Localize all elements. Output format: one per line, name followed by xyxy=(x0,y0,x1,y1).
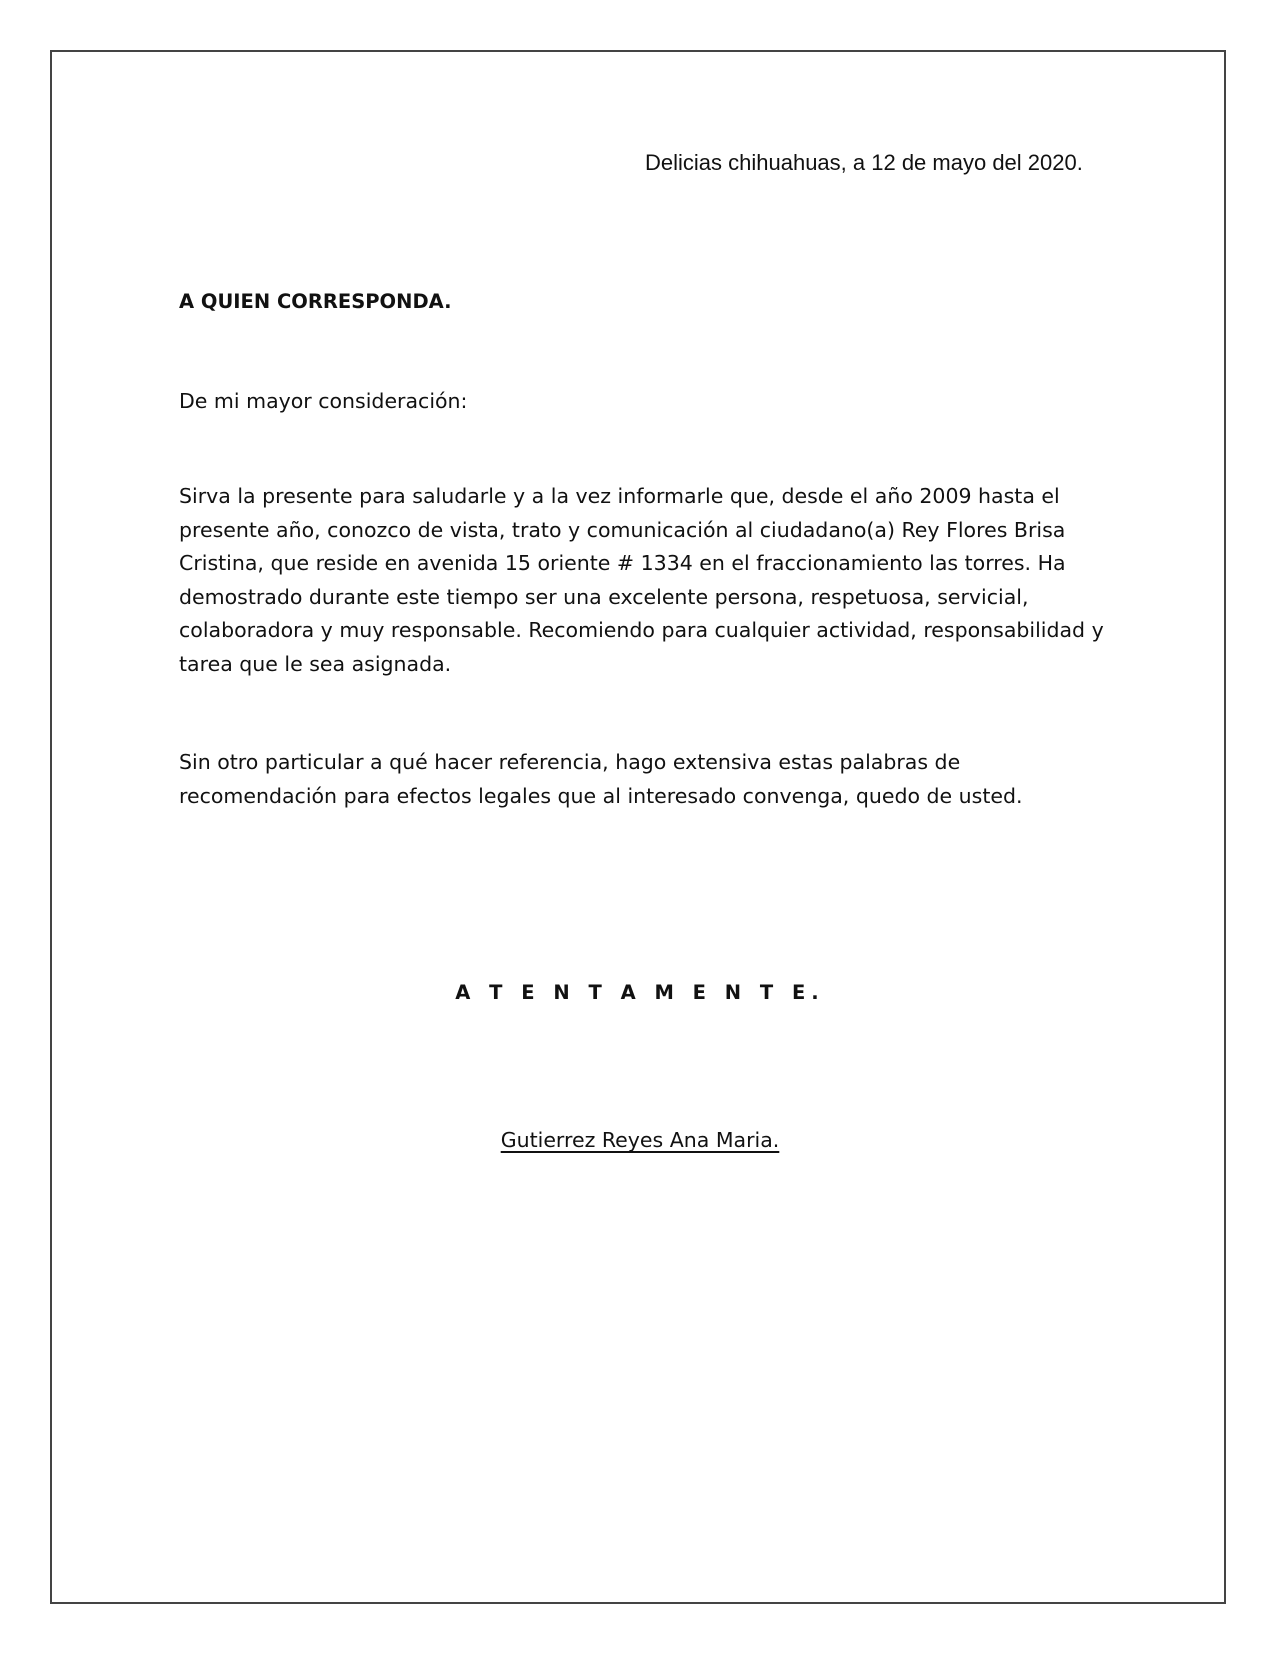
greeting: De mi mayor consideración: xyxy=(179,389,468,413)
paragraph-line: Sin otro particular a qué hacer referencia, hago extensiva estas palabras de xyxy=(179,750,961,774)
closing: A T E N T A M E N T E. xyxy=(455,981,825,1004)
paragraph-line: colaboradora y muy responsable. Recomiendo para cualquier actividad, responsabilidad y xyxy=(179,618,1104,642)
paragraph-line: tarea que le sea asignada. xyxy=(179,651,452,676)
date-line: Delicias chihuahuas, a 12 de mayo del 2020. xyxy=(645,150,1083,175)
signature-block xyxy=(0,1125,1280,1155)
signature-name: Gutierrez Reyes Ana Maria. xyxy=(500,1128,780,1152)
paragraph-line: presente año, conozco de vista, trato y comunicación al ciudadano(a) Rey Flores Brisa xyxy=(179,517,1066,542)
recipient-heading: A QUIEN CORRESPONDA. xyxy=(179,290,452,313)
paragraph-line: Sirva la presente para saludarle y a la vez informarle que, desde el año 2009 hasta el xyxy=(179,484,1060,508)
paragraph-line: recomendación para efectos legales que al interesado convenga, quedo de usted. xyxy=(179,783,1023,808)
body-paragraph-1 xyxy=(179,480,1109,681)
paragraph-line: Cristina, que reside en avenida 15 oriente # 1334 en el fraccionamiento las torres. Ha xyxy=(179,551,1066,575)
paragraph-line: demostrado durante este tiempo ser una excelente persona, respetuosa, servicial, xyxy=(179,584,1029,609)
page-border xyxy=(50,50,1226,1604)
body-paragraph-2 xyxy=(179,746,1109,813)
